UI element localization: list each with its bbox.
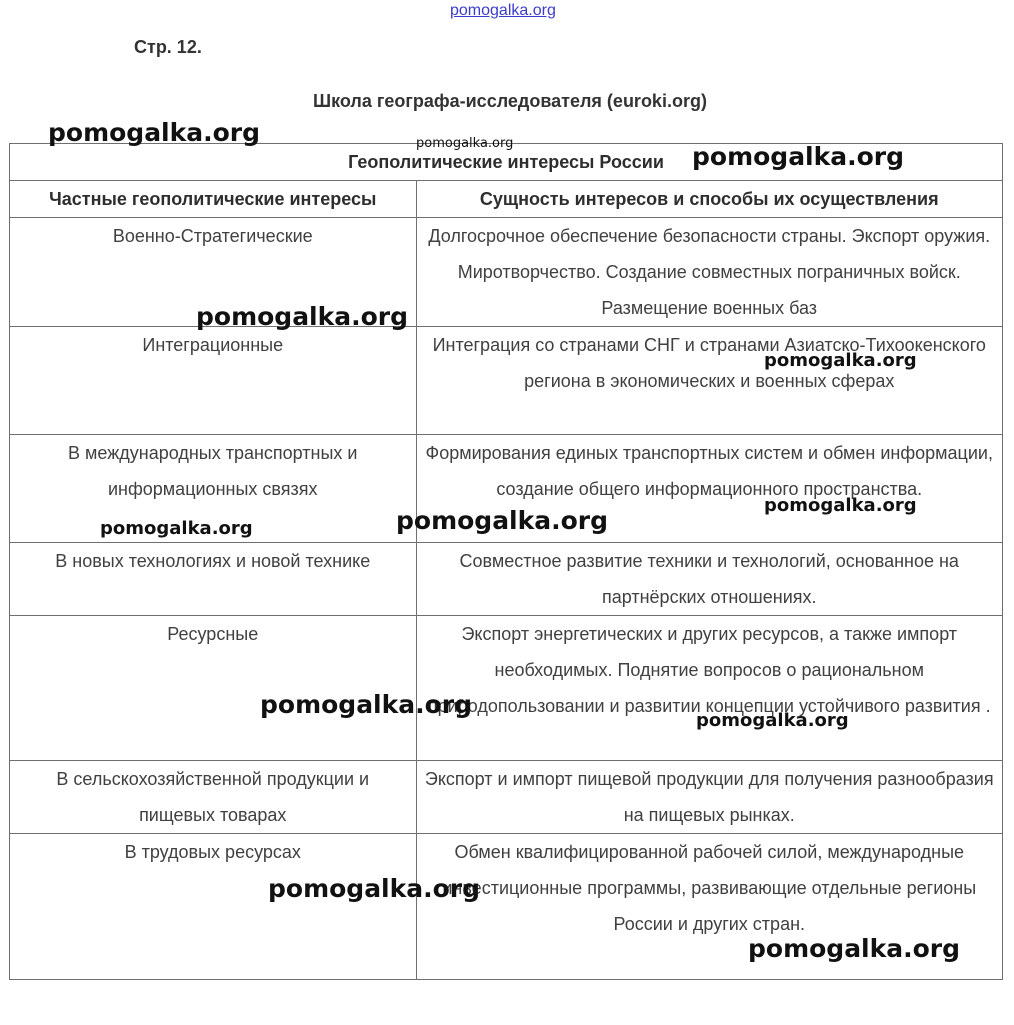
watermark: pomogalka.org [48,118,261,147]
interest-cell: Интеграционные [10,327,417,435]
essence-cell: Формирования единых транспортных систем и обмен информации, создание общего информационного пространства. [416,435,1003,543]
essence-cell: Обмен квалифицированной рабочей силой, международные инвестиционные программы, развивающие отдельные регионы России и других стран. [416,834,1003,980]
watermark: pomogalka.org [396,506,609,535]
table-row [10,327,1003,435]
interest-cell: В трудовых ресурсах [10,834,417,980]
column-header-interest: Частные геополитические интересы [10,181,417,218]
watermark: pomogalka.org [696,710,849,731]
essence-cell: Интеграция со странами СНГ и странами Азиатско-Тихоокенского региона в экономических и военных сферах [416,327,1003,435]
interest-cell: Ресурсные [10,616,417,761]
watermark: pomogalka.org [100,518,253,539]
table-row [10,543,1003,616]
table-row [10,616,1003,761]
watermark-link[interactable]: pomogalka.org [450,2,556,19]
watermark: pomogalka.org [764,495,917,516]
essence-cell: Долгосрочное обеспечение безопасности страны. Экспорт оружия. Миротворчество. Создание совместных пограничных войск. Размещение военных баз [416,218,1003,327]
column-header-essence: Сущность интересов и способы их осуществления [416,181,1003,218]
watermark: pomogalka.org [260,690,473,719]
watermark: pomogalka.org [692,142,905,171]
essence-cell: Экспорт и импорт пищевой продукции для получения разнообразия на пищевых рынках. [416,761,1003,834]
table-caption: Геополитические интересы России [10,144,1003,181]
table-row [10,218,1003,327]
interest-cell: В международных транспортных и информационных связях [10,435,417,543]
watermark: pomogalka.org [268,874,481,903]
watermark: pomogalka.org [764,350,917,371]
interest-cell: Военно-Стратегические [10,218,417,327]
table-row [10,761,1003,834]
watermark: pomogalka.org [748,934,961,963]
table-header-row [10,181,1003,218]
interest-cell: В сельскохозяйственной продукции и пищевых товарах [10,761,417,834]
watermark: pomogalka.org [196,302,409,331]
geopolitical-interests-table [9,143,1003,980]
essence-cell: Экспорт энергетических и других ресурсов, а также импорт необходимых. Поднятие вопросов о рациональном природопользовании и развитии концепции устойчивого развития . [416,616,1003,761]
page-number: Стр. 12. [134,37,202,57]
interest-cell: В новых технологиях и новой технике [10,543,417,616]
watermark: pomogalka.org [416,136,514,151]
document-title: Школа географа-исследователя (euroki.org) [313,91,707,111]
essence-cell: Совместное развитие техники и технологий, основанное на партнёрских отношениях. [416,543,1003,616]
